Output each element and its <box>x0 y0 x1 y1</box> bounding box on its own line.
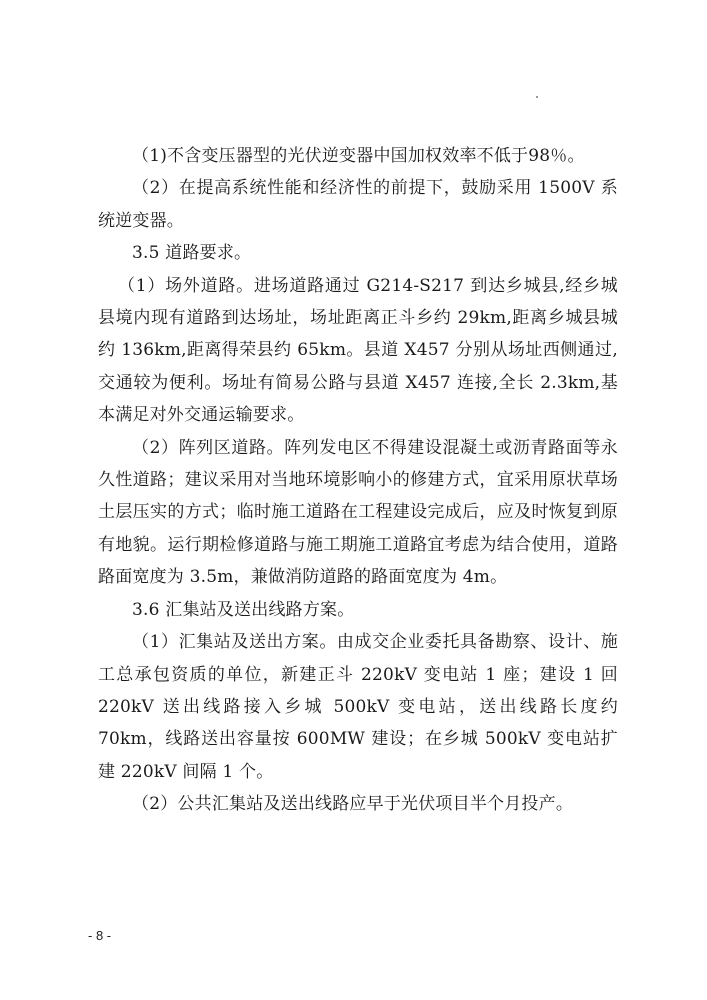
paragraph-1: （1)不含变压器型的光伏逆变器中国加权效率不低于98％。 <box>132 146 585 166</box>
section-heading-3-5: 3.5 道路要求。 <box>132 243 252 264</box>
section-heading-3-6: 3.6 汇集站及送出线路方案。 <box>132 599 355 620</box>
body-text <box>98 140 618 821</box>
paragraph-external-road: （1）场外道路。进场道路通过 G214-S217 到达乡城县,经乡城县境内现有道路到达场址，场址距离正斗乡约 29km,距离乡城县城约 136km,距离得荣县约 65km。县道 X457 分别从场址西侧通过,交通较为便利。场址有简易公路与县道 X457 连接,全长 2.3km,基本满足对外交通运输要求。 <box>98 275 618 426</box>
paragraph-2: （2）在提高系统性能和经济性的前提下，鼓励采用 1500V 系统逆变器。 <box>98 178 618 231</box>
paragraph-collection-station: （1）汇集站及送出方案。由成交企业委托具备勘察、设计、施工总承包资质的单位，新建正斗 220kV 变电站 1 座；建设 1 回 220kV 送出线路接入乡城 500kV 变电站，送出线路长度约 70km，线路送出容量按 600MW 建设；在乡城 500kV 变电站扩建 220kV 间隔 1 个。 <box>98 632 618 782</box>
scan-speck <box>536 96 538 98</box>
paragraph-commissioning: （2）公共汇集站及送出线路应早于光伏项目半个月投产。 <box>132 794 574 815</box>
page-number: - 8 - <box>88 928 112 943</box>
paragraph-array-road: （2）阵列区道路。阵列发电区不得建设混凝土或沥青路面等永久性道路；建议采用对当地环境影响小的修建方式，宜采用原状草场土层压实的方式；临时施工道路在工程建设完成后，应及时恢复到原有地貌。运行期检修道路与施工期施工道路宜考虑为结合使用，道路路面宽度为 3.5m，兼做消防道路的路面宽度为 4m。 <box>98 437 618 588</box>
